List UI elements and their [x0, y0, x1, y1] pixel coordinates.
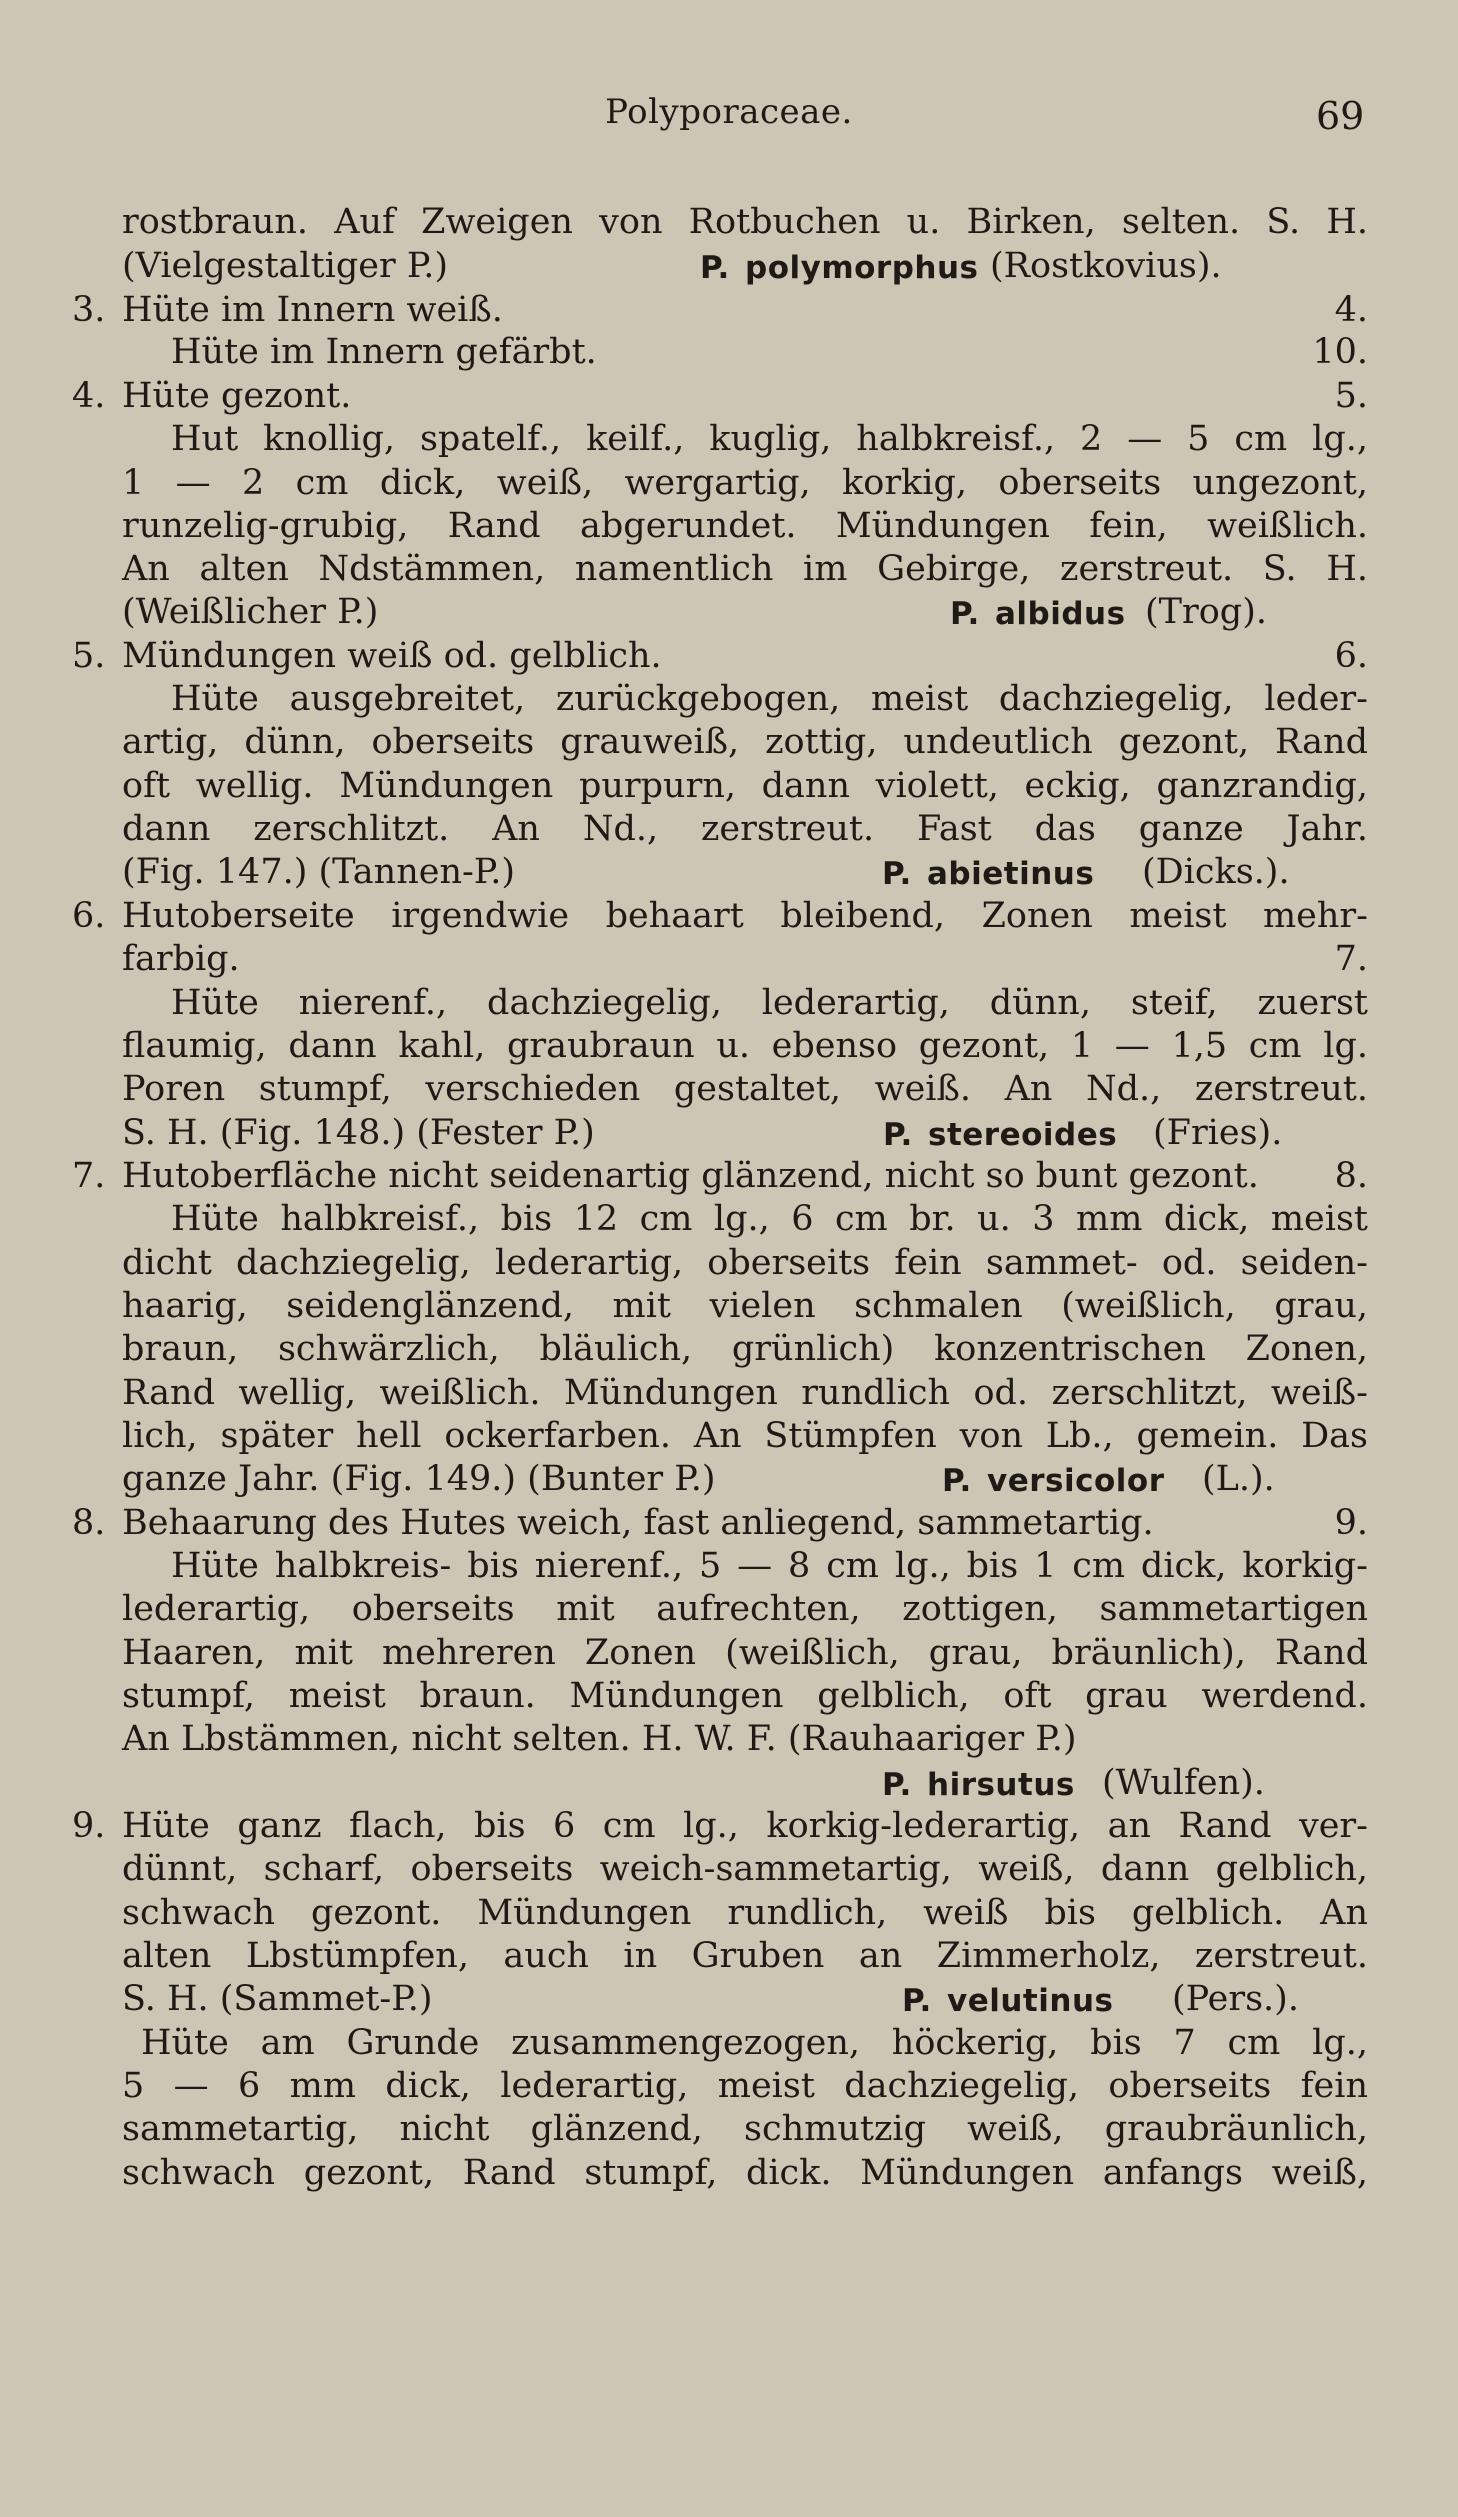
species-name: stereoides [928, 1117, 1118, 1153]
key-reference: 7. [1334, 939, 1368, 979]
common-name: (Vielgestaltiger P.) [122, 246, 449, 286]
text-content: lich, später hell ockerfarben. An Stümpfen von Lb., gemein. Das [122, 1416, 1368, 1456]
text-content: rostbraun. Auf Zweigen von Rotbuchen u. Birken, selten. S. H. [122, 202, 1368, 242]
common-name: (Weißlicher P.) [122, 592, 379, 632]
text-content: Hüte gezont. [122, 376, 352, 416]
text-content: alten Lbstümpfen, auch in Gruben an Zimmerholz, zerstreut. [122, 1936, 1368, 1976]
text-content: Hüte im Innern weiß. [122, 290, 503, 330]
species-name: polymorphus [745, 250, 979, 286]
key-number: 9. [72, 1806, 106, 1846]
text-content: Hutoberfläche nicht seidenartig glänzend, nicht so bunt gezont. [122, 1156, 1259, 1196]
text-line [0, 2147, 1458, 2199]
text-content: 1 — 2 cm dick, weiß, wergartig, korkig, oberseits ungezont, [122, 463, 1368, 503]
species-genus: P. [882, 1767, 912, 1803]
key-reference: 10. [1312, 332, 1368, 372]
text-content: Hüte im Innern gefärbt. [171, 332, 597, 372]
text-content: braun, schwärzlich, bläulich, grünlich) konzentrischen Zonen, [122, 1329, 1368, 1369]
text-content: schwach gezont, Rand stumpf, dick. Mündungen anfangs weiß, [122, 2153, 1368, 2193]
text-content: Hüte ganz flach, bis 6 cm lg., korkig-lederartig, an Rand ver- [122, 1806, 1368, 1846]
text-content: runzelig-grubig, Rand abgerundet. Mündungen fein, weißlich. [122, 506, 1368, 546]
text-content: dann zerschlitzt. An Nd., zerstreut. Fast das ganze Jahr. [122, 809, 1368, 849]
key-reference: 4. [1334, 290, 1368, 330]
species-name: albidus [995, 596, 1126, 632]
text-content: Hüte halbkreisf., bis 12 cm lg., 6 cm br. u. 3 mm dick, meist [171, 1199, 1368, 1239]
key-number: 6. [72, 896, 106, 936]
key-number: 7. [72, 1156, 106, 1196]
text-content: sammetartig, nicht glänzend, schmutzig weiß, graubräunlich, [122, 2109, 1368, 2149]
text-content: Behaarung des Hutes weich, fast anliegend, sammetartig. [122, 1503, 1154, 1543]
species-genus: P. [882, 856, 912, 892]
key-number: 5. [72, 636, 106, 676]
text-content: haarig, seidenglänzend, mit vielen schmalen (weißlich, grau, [122, 1286, 1368, 1326]
species-author: (Pers.). [1172, 1979, 1299, 2019]
text-content: dünnt, scharf, oberseits weich-sammetartig, weiß, dann gelblich, [122, 1849, 1368, 1889]
text-content: stumpf, meist braun. Mündungen gelblich, oft grau werdend. [122, 1676, 1368, 1716]
text-content: An alten Ndstämmen, namentlich im Gebirge, zerstreut. S. H. [122, 549, 1368, 589]
common-name: An Lbstämmen, nicht selten. H. W. F. (Rauhaariger P.) [122, 1719, 1077, 1759]
key-reference: 8. [1334, 1156, 1368, 1196]
text-content: Mündungen weiß od. gelblich. [122, 636, 662, 676]
text-content: oft wellig. Mündungen purpurn, dann violett, eckig, ganzrandig, [122, 766, 1368, 806]
species-genus: P. [700, 250, 730, 286]
page-header [0, 92, 1458, 142]
text-content: 5 — 6 mm dick, lederartig, meist dachziegelig, oberseits fein [122, 2066, 1368, 2106]
common-name: S. H. (Sammet-P.) [122, 1979, 433, 2019]
text-content: lederartig, oberseits mit aufrechten, zottigen, sammetartigen [122, 1589, 1368, 1629]
key-number: 4. [72, 376, 106, 416]
species-name: versicolor [987, 1463, 1165, 1499]
key-number: 3. [72, 290, 106, 330]
key-reference: 5. [1334, 376, 1368, 416]
text-content: Haaren, mit mehreren Zonen (weißlich, grau, bräunlich), Rand [122, 1633, 1368, 1673]
species-name: velutinus [947, 1983, 1114, 2019]
key-reference: 6. [1334, 636, 1368, 676]
species-author: (Rostkovius). [990, 246, 1222, 286]
species-genus: P. [942, 1463, 972, 1499]
text-content: flaumig, dann kahl, graubraun u. ebenso gezont, 1 — 1,5 cm lg. [122, 1026, 1368, 1066]
text-content: Hüte ausgebreitet, zurückgebogen, meist dachziegelig, leder- [171, 679, 1368, 719]
species-author: (Fries). [1153, 1113, 1283, 1153]
species-author: (Trog). [1145, 592, 1267, 632]
species-name: abietinus [927, 856, 1095, 892]
text-content: Hut knollig, spatelf., keilf., kuglig, halbkreisf., 2 — 5 cm lg., [171, 419, 1368, 459]
running-head: Polyporaceae. [605, 92, 853, 132]
species-name: hirsutus [927, 1767, 1075, 1803]
key-reference: 9. [1334, 1503, 1368, 1543]
page-number: 69 [1316, 94, 1365, 138]
species-author: (Wulfen). [1102, 1763, 1265, 1803]
key-number: 8. [72, 1503, 106, 1543]
text-content: artig, dünn, oberseits grauweiß, zottig, undeutlich gezont, Rand [122, 722, 1368, 762]
text-content: Hutoberseite irgendwie behaart bleibend, Zonen meist mehr- [122, 896, 1368, 936]
species-genus: P. [902, 1983, 932, 2019]
common-name: ganze Jahr. (Fig. 149.) (Bunter P.) [122, 1459, 716, 1499]
species-genus: P. [883, 1117, 913, 1153]
text-content: schwach gezont. Mündungen rundlich, weiß bis gelblich. An [122, 1893, 1368, 1933]
text-content: Hüte halbkreis- bis nierenf., 5 — 8 cm lg., bis 1 cm dick, korkig- [171, 1546, 1368, 1586]
text-content: Poren stumpf, verschieden gestaltet, weiß. An Nd., zerstreut. [122, 1069, 1368, 1109]
text-content: Hüte am Grunde zusammengezogen, höckerig, bis 7 cm lg., [141, 2023, 1368, 2063]
species-author: (Dicks.). [1142, 852, 1290, 892]
common-name: (Fig. 147.) (Tannen-P.) [122, 852, 516, 892]
species-author: (L.). [1202, 1459, 1275, 1499]
species-genus: P. [950, 596, 980, 632]
text-content: farbig. [122, 939, 240, 979]
text-content: dicht dachziegelig, lederartig, oberseits fein sammet- od. seiden- [122, 1243, 1368, 1283]
text-content: Hüte nierenf., dachziegelig, lederartig, dünn, steif, zuerst [171, 983, 1368, 1023]
text-content: Rand wellig, weißlich. Mündungen rundlich od. zerschlitzt, weiß- [122, 1373, 1368, 1413]
common-name: S. H. (Fig. 148.) (Fester P.) [122, 1113, 595, 1153]
